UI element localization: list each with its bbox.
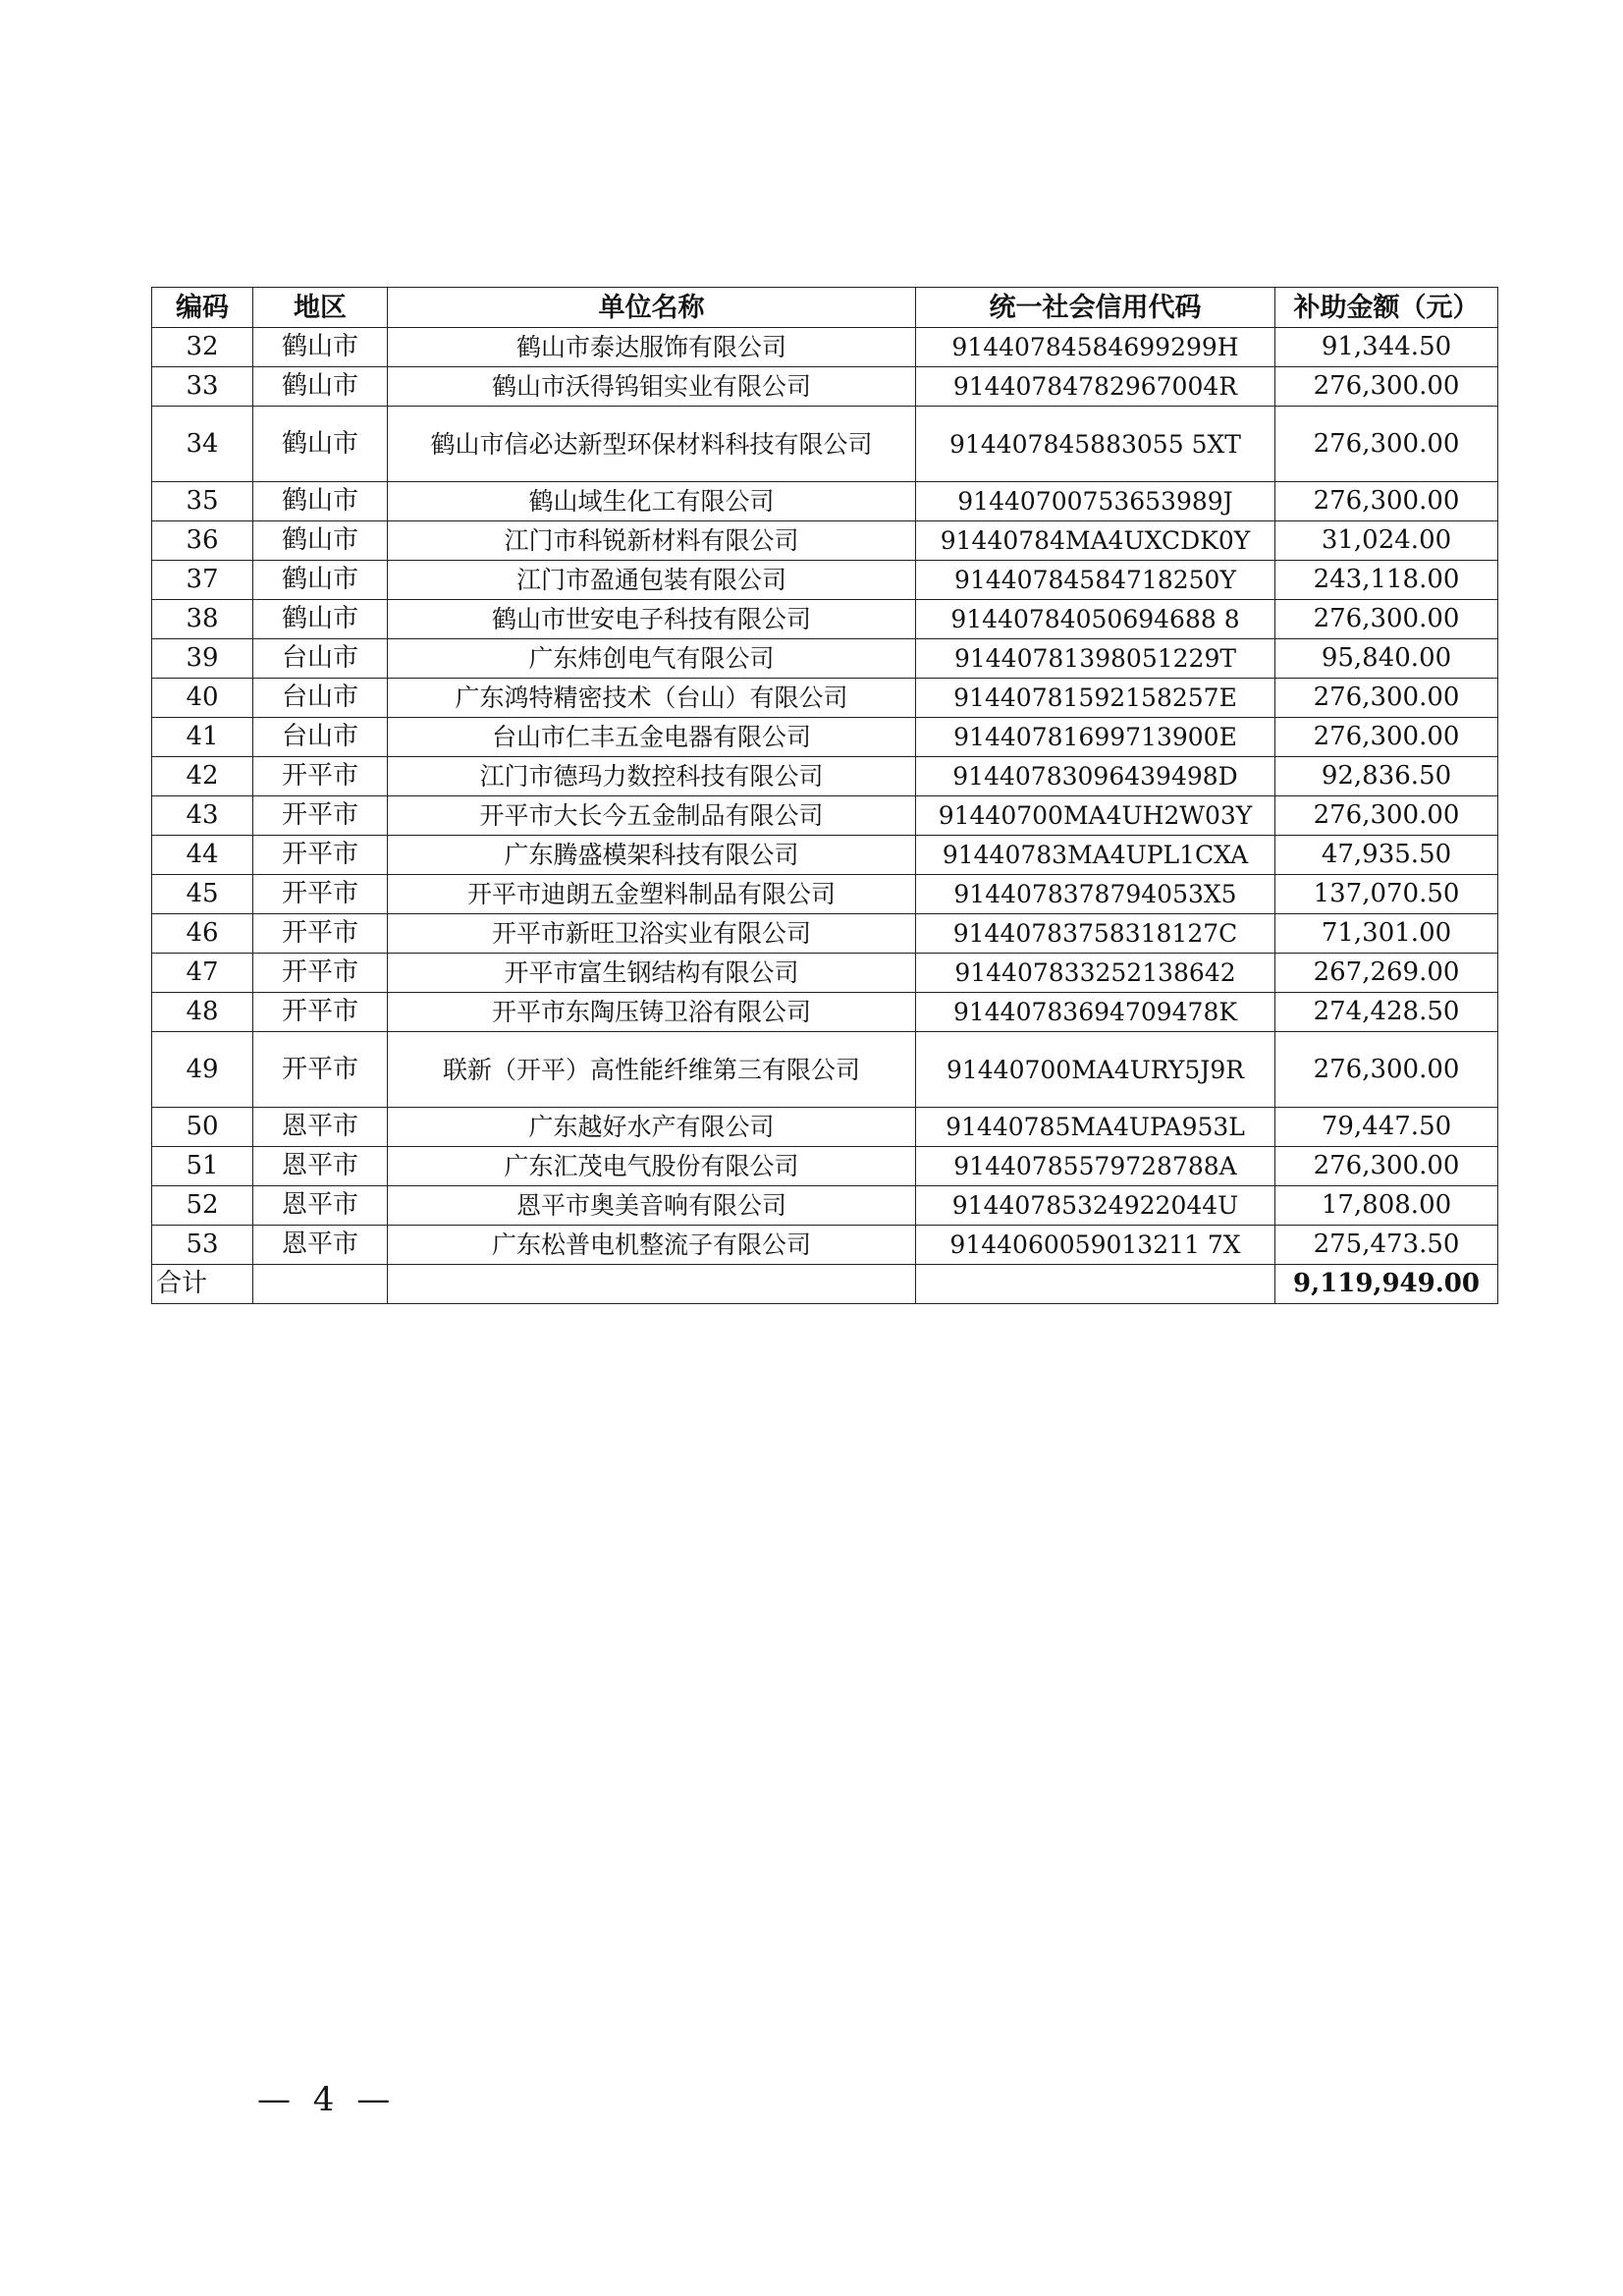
table-row — [152, 954, 1498, 993]
row-company-name: 开平市大长今五金制品有限公司 — [388, 796, 916, 836]
table-row — [152, 679, 1498, 718]
row-company-name: 广东汇茂电气股份有限公司 — [388, 1147, 916, 1186]
header-credit-code: 统一社会信用代码 — [916, 288, 1275, 328]
header-company-name: 单位名称 — [388, 288, 916, 328]
row-region: 开平市 — [253, 993, 388, 1032]
header-subsidy-amount: 补助金额（元） — [1275, 288, 1498, 328]
row-number: 36 — [152, 521, 253, 561]
row-company-name: 开平市新旺卫浴实业有限公司 — [388, 914, 916, 954]
row-number: 47 — [152, 954, 253, 993]
row-credit-code: 91440700753653989J — [916, 482, 1275, 521]
row-number: 40 — [152, 679, 253, 718]
row-number: 42 — [152, 757, 253, 796]
row-credit-code: 91440784782967004R — [916, 367, 1275, 407]
row-region: 鹤山市 — [253, 521, 388, 561]
row-company-name: 鹤山市世安电子科技有限公司 — [388, 600, 916, 639]
row-region: 恩平市 — [253, 1226, 388, 1265]
subsidy-table — [151, 287, 1498, 1304]
row-region: 鹤山市 — [253, 561, 388, 600]
table-row — [152, 639, 1498, 679]
row-credit-code: 91440784584699299H — [916, 328, 1275, 367]
table-body — [152, 328, 1498, 1304]
row-company-name: 广东鸿特精密技术（台山）有限公司 — [388, 679, 916, 718]
table-header-row — [152, 288, 1498, 328]
row-credit-code: 914407845883055 5XT — [916, 407, 1275, 482]
row-region: 开平市 — [253, 836, 388, 875]
row-credit-code: 914407833252138642 — [916, 954, 1275, 993]
row-region: 开平市 — [253, 1032, 388, 1108]
table-row — [152, 718, 1498, 757]
row-company-name: 江门市德玛力数控科技有限公司 — [388, 757, 916, 796]
row-credit-code: 91440784584718250Y — [916, 561, 1275, 600]
row-region: 台山市 — [253, 639, 388, 679]
row-credit-code: 9144060059013211 7X — [916, 1226, 1275, 1265]
row-region: 鹤山市 — [253, 482, 388, 521]
row-company-name: 鹤山市泰达服饰有限公司 — [388, 328, 916, 367]
row-credit-code: 91440781699713900E — [916, 718, 1275, 757]
total-label: 合计 — [152, 1265, 253, 1304]
row-amount: 92,836.50 — [1275, 757, 1498, 796]
table-row — [152, 407, 1498, 482]
table-row — [152, 836, 1498, 875]
table-row — [152, 482, 1498, 521]
row-amount: 276,300.00 — [1275, 367, 1498, 407]
row-company-name: 恩平市奥美音响有限公司 — [388, 1186, 916, 1226]
row-credit-code: 91440784MA4UXCDK0Y — [916, 521, 1275, 561]
row-region: 鹤山市 — [253, 328, 388, 367]
total-row — [152, 1265, 1498, 1304]
row-region: 开平市 — [253, 914, 388, 954]
row-credit-code: 91440783694709478K — [916, 993, 1275, 1032]
table-row — [152, 796, 1498, 836]
row-number: 45 — [152, 875, 253, 914]
row-amount: 276,300.00 — [1275, 679, 1498, 718]
row-credit-code: 91440785324922044U — [916, 1186, 1275, 1226]
row-number: 41 — [152, 718, 253, 757]
row-amount: 95,840.00 — [1275, 639, 1498, 679]
row-region: 鹤山市 — [253, 600, 388, 639]
row-amount: 276,300.00 — [1275, 482, 1498, 521]
row-credit-code: 91440783MA4UPL1CXA — [916, 836, 1275, 875]
row-amount: 276,300.00 — [1275, 407, 1498, 482]
row-number: 35 — [152, 482, 253, 521]
row-credit-code: 91440781398051229T — [916, 639, 1275, 679]
row-credit-code: 91440784050694688 8 — [916, 600, 1275, 639]
row-region: 恩平市 — [253, 1186, 388, 1226]
table-row — [152, 521, 1498, 561]
row-amount: 275,473.50 — [1275, 1226, 1498, 1265]
table-row — [152, 600, 1498, 639]
row-region: 台山市 — [253, 718, 388, 757]
row-company-name: 联新（开平）高性能纤维第三有限公司 — [388, 1032, 916, 1108]
row-region: 台山市 — [253, 679, 388, 718]
row-amount: 276,300.00 — [1275, 600, 1498, 639]
row-number: 48 — [152, 993, 253, 1032]
row-number: 50 — [152, 1108, 253, 1147]
row-amount: 276,300.00 — [1275, 1032, 1498, 1108]
row-credit-code: 91440785579728788A — [916, 1147, 1275, 1186]
row-region: 开平市 — [253, 875, 388, 914]
row-amount: 137,070.50 — [1275, 875, 1498, 914]
row-company-name: 江门市盈通包装有限公司 — [388, 561, 916, 600]
row-company-name: 广东腾盛模架科技有限公司 — [388, 836, 916, 875]
table-row — [152, 1147, 1498, 1186]
table-row — [152, 1226, 1498, 1265]
row-credit-code: 91440783758318127C — [916, 914, 1275, 954]
table-row — [152, 914, 1498, 954]
row-region: 开平市 — [253, 954, 388, 993]
row-number: 51 — [152, 1147, 253, 1186]
row-amount: 243,118.00 — [1275, 561, 1498, 600]
row-number: 34 — [152, 407, 253, 482]
row-company-name: 鹤山市信必达新型环保材料科技有限公司 — [388, 407, 916, 482]
table-row — [152, 1108, 1498, 1147]
total-amount: 9,119,949.00 — [1275, 1265, 1498, 1304]
row-region: 鹤山市 — [253, 367, 388, 407]
table-row — [152, 875, 1498, 914]
row-region: 鹤山市 — [253, 407, 388, 482]
row-number: 33 — [152, 367, 253, 407]
row-company-name: 鹤山市沃得钨钼实业有限公司 — [388, 367, 916, 407]
row-credit-code: 91440783096439498D — [916, 757, 1275, 796]
table-row — [152, 1186, 1498, 1226]
table-row — [152, 757, 1498, 796]
row-amount: 276,300.00 — [1275, 1147, 1498, 1186]
row-amount: 79,447.50 — [1275, 1108, 1498, 1147]
row-amount: 276,300.00 — [1275, 718, 1498, 757]
row-company-name: 开平市富生钢结构有限公司 — [388, 954, 916, 993]
row-region: 恩平市 — [253, 1147, 388, 1186]
table-row — [152, 993, 1498, 1032]
row-number: 44 — [152, 836, 253, 875]
row-company-name: 开平市迪朗五金塑料制品有限公司 — [388, 875, 916, 914]
row-company-name: 广东松普电机整流子有限公司 — [388, 1226, 916, 1265]
row-number: 46 — [152, 914, 253, 954]
row-company-name: 开平市东陶压铸卫浴有限公司 — [388, 993, 916, 1032]
row-amount: 47,935.50 — [1275, 836, 1498, 875]
header-code: 编码 — [152, 288, 253, 328]
row-company-name: 鹤山域生化工有限公司 — [388, 482, 916, 521]
row-number: 43 — [152, 796, 253, 836]
row-region: 恩平市 — [253, 1108, 388, 1147]
row-amount: 276,300.00 — [1275, 796, 1498, 836]
row-credit-code: 91440785MA4UPA953L — [916, 1108, 1275, 1147]
table-row — [152, 328, 1498, 367]
table-row — [152, 367, 1498, 407]
row-company-name: 广东炜创电气有限公司 — [388, 639, 916, 679]
row-credit-code: 9144078378794053X5 — [916, 875, 1275, 914]
row-number: 38 — [152, 600, 253, 639]
row-region: 开平市 — [253, 757, 388, 796]
row-number: 52 — [152, 1186, 253, 1226]
row-credit-code: 91440700MA4URY5J9R — [916, 1032, 1275, 1108]
row-number: 32 — [152, 328, 253, 367]
row-amount: 31,024.00 — [1275, 521, 1498, 561]
row-amount: 17,808.00 — [1275, 1186, 1498, 1226]
row-number: 53 — [152, 1226, 253, 1265]
total-empty-cell — [916, 1265, 1275, 1304]
row-number: 39 — [152, 639, 253, 679]
header-region: 地区 — [253, 288, 388, 328]
row-number: 37 — [152, 561, 253, 600]
total-empty-cell — [253, 1265, 388, 1304]
row-credit-code: 91440781592158257E — [916, 679, 1275, 718]
row-region: 开平市 — [253, 796, 388, 836]
table-row — [152, 1032, 1498, 1108]
row-number: 49 — [152, 1032, 253, 1108]
row-company-name: 台山市仁丰五金电器有限公司 — [388, 718, 916, 757]
total-empty-cell — [388, 1265, 916, 1304]
row-amount: 274,428.50 — [1275, 993, 1498, 1032]
row-company-name: 江门市科锐新材料有限公司 — [388, 521, 916, 561]
row-amount: 267,269.00 — [1275, 954, 1498, 993]
row-amount: 71,301.00 — [1275, 914, 1498, 954]
row-company-name: 广东越好水产有限公司 — [388, 1108, 916, 1147]
row-credit-code: 91440700MA4UH2W03Y — [916, 796, 1275, 836]
table-row — [152, 561, 1498, 600]
page-number: — 4 — — [257, 2080, 397, 2119]
row-amount: 91,344.50 — [1275, 328, 1498, 367]
